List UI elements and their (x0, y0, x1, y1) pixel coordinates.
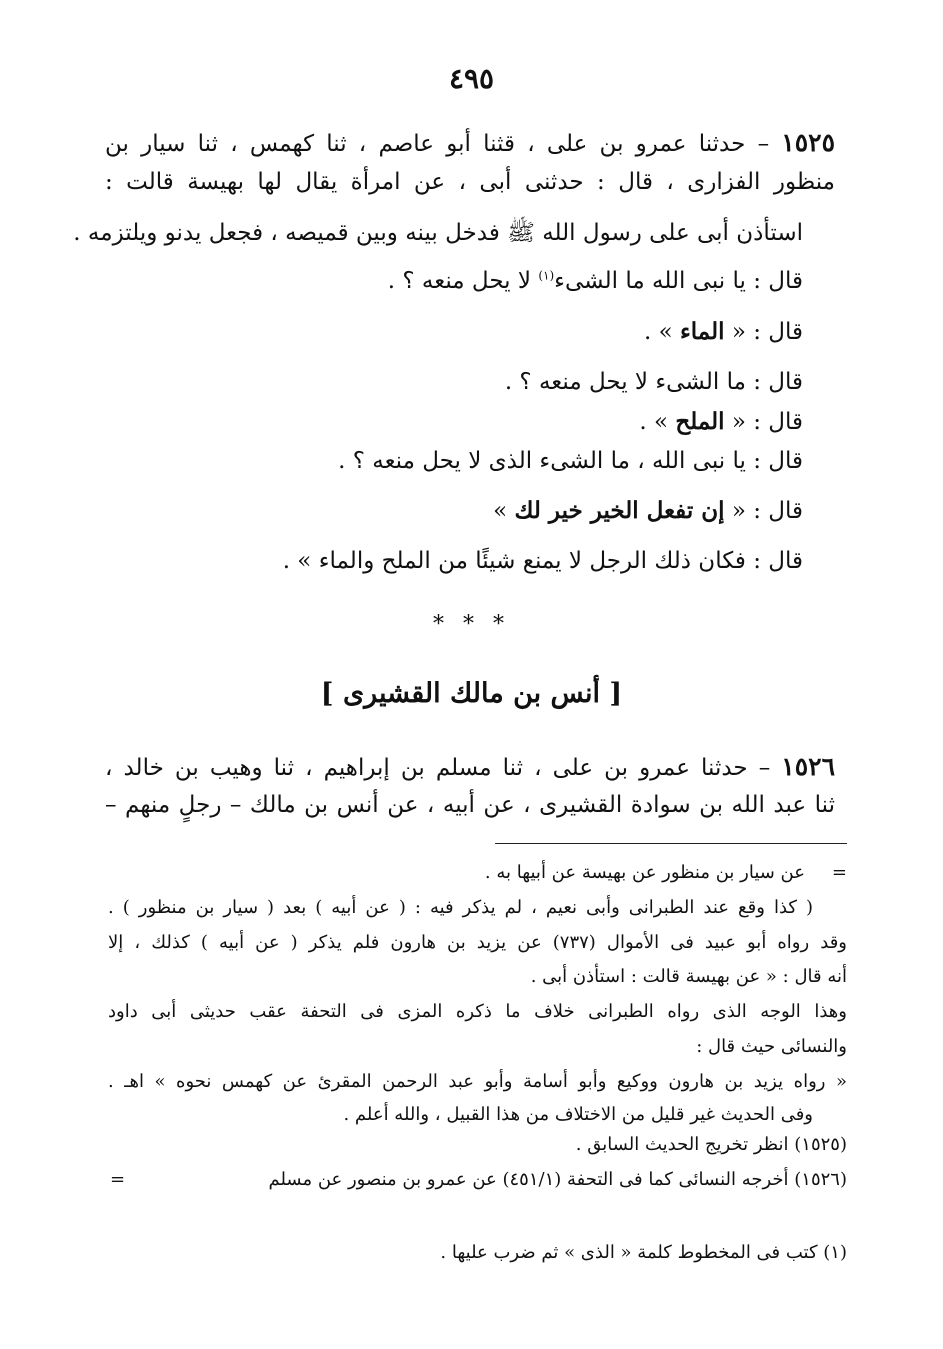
dialogue-prefix: قال : (745, 548, 803, 574)
dialogue-bold: الملح (675, 408, 725, 435)
footnote-line: وهذا الوجه الذى رواه الطبرانى خلاف ما ذكره المزى فى التحفة عقب حديثى أبى داود (108, 1001, 847, 1022)
hadith-text: – حدثنا عمرو بن على ، قثنا أبو عاصم ، ثنا كهمس ، ثنا سيار بن (105, 131, 770, 157)
dialogue-suffix: » . (639, 409, 676, 435)
dialogue-text: « (724, 409, 746, 435)
hadith-1525-line-3: استأذن أبى على رسول الله ﷺ فدخل بينه وبين قميصه ، فجعل يدنو ويلتزمه . (73, 220, 803, 246)
dialogue-line-5 (338, 448, 803, 474)
dialogue-suffix: » (493, 498, 515, 524)
footnote-line: وفى الحديث غير قليل من الاختلاف من هذا القبيل ، والله أعلم . (343, 1104, 813, 1125)
dialogue-text: يا نبى الله ، ما الشىء الذى لا يحل منعه ؟ . (338, 448, 746, 474)
dialogue-prefix: قال : (745, 409, 803, 435)
section-heading: [ أنس بن مالك القشيرى ] (320, 678, 623, 709)
dialogue-text: « (724, 498, 746, 524)
dialogue-line-2 (644, 318, 803, 345)
hadith-1525-line-2: منظور الفزارى ، قال : حدثنى أبى ، عن امرأة يقال لها بهيسة قالت : (105, 169, 835, 195)
dialogue-text: ما الشىء لا يحل منعه ؟ . (504, 369, 746, 395)
hadith-text: – حدثنا عمرو بن على ، ثنا مسلم بن إبراهيم ، ثنا وهيب بن خالد ، (105, 755, 771, 781)
footnote-line: ( كذا وقع عند الطبرانى وأبى نعيم ، لم يذكر فيه : ( عن أبيه ) بعد ( سيار بن منظور ) . (108, 897, 813, 918)
hadith-1525-line-1 (105, 128, 835, 157)
dialogue-suffix: » . (643, 319, 680, 345)
hadith-number: ١٥٢٥ (781, 128, 836, 157)
continuation-mark: = (831, 862, 847, 883)
dialogue-prefix: قال : (745, 369, 803, 395)
footnote-line: عن سيار بن منظور عن بهيسة عن أبيها به . (484, 862, 805, 883)
page-number: ٤٩٥ (448, 62, 495, 95)
dialogue-prefix: قال : (745, 448, 803, 474)
dialogue-text: يا نبى الله ما الشىء (554, 268, 746, 294)
dialogue-bold: الماء (679, 318, 725, 345)
manuscript-footnote: (١) كتب فى المخطوط كلمة « الذى » ثم ضرب عليها . (440, 1242, 847, 1263)
dialogue-prefix: قال : (745, 268, 803, 294)
footnote-line: وقد رواه أبو عبيد فى الأموال (٧٣٧) عن يزيد بن هارون فلم يذكر ( عن أبيه ) كذلك ، إلا (108, 932, 847, 953)
hadith-1526-line-2: ثنا عبد الله بن سوادة القشيرى ، عن أبيه ، عن أنس بن مالك – رجلٍ منهم – (105, 792, 835, 818)
dialogue-line-6 (493, 497, 803, 524)
footnote-line: « رواه يزيد بن هارون ووكيع وأبو أسامة وأبو عبد الرحمن المقرئ عن كهمس نحوه » اهـ . (108, 1071, 847, 1092)
dialogue-prefix: قال : (745, 319, 803, 345)
continuation-end-mark: = (110, 1169, 126, 1190)
dialogue-text: « (724, 319, 746, 345)
dialogue-line-4 (639, 408, 803, 435)
hadith-number: ١٥٢٦ (781, 752, 836, 781)
footnote-divider (495, 843, 847, 844)
footnote-line: (١٥٢٦) أخرجه النسائى كما فى التحفة (٤٥١/١) عن عمرو بن منصور عن مسلم (268, 1169, 847, 1190)
dialogue-text: فكان ذلك الرجل لا يمنع شيئًا من الملح والماء » . (282, 548, 746, 574)
dialogue-line-1 (388, 268, 803, 294)
footnote-line: والنسائى حيث قال : (696, 1036, 847, 1057)
dialogue-line-3 (505, 369, 803, 395)
footnote-ref: (١) (538, 268, 555, 283)
hadith-1526-line-1 (105, 752, 835, 781)
footnote-line: (١٥٢٥) انظر تخريج الحديث السابق . (575, 1134, 847, 1155)
dialogue-line-7 (283, 548, 803, 574)
footnote-line: أنه قال : « عن بهيسة قالت : استأذن أبى . (530, 966, 847, 987)
dialogue-prefix: قال : (745, 498, 803, 524)
section-separator: * * * (433, 612, 510, 637)
dialogue-suffix: لا يحل منعه ؟ . (387, 268, 539, 294)
dialogue-bold: إن تفعل الخير خير لك (514, 497, 725, 524)
